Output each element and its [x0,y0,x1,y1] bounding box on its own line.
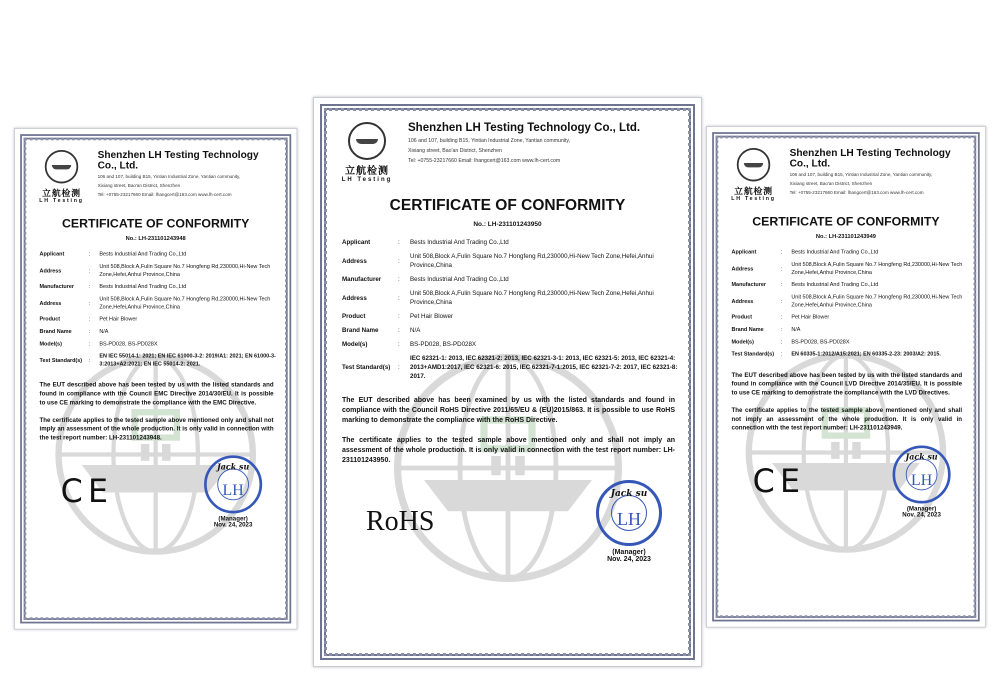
field-label: Address [731,298,754,305]
certificate-number: No.: LH-231101243950 [473,221,542,228]
field-colon: : [398,364,400,371]
field-colon: : [88,357,91,364]
field-colon: : [88,283,91,290]
certificate-title: CERTIFICATE OF CONFORMITY [752,214,940,229]
compliance-statement: The EUT described above has been examined by us with the listed standards and found in compliance with the Council RoHS Directive 2011/65/EU & (EU)2015/863. It is possible to use RoHS marking to demonstrate the compliance with the RoHS Directive. [342,397,675,424]
field-label: Address [731,265,754,272]
field-colon: : [88,300,91,307]
signature: Jack su [905,453,938,463]
certificate-title: CERTIFICATE OF CONFORMITY [389,197,626,214]
company-address-line2: Xixiang street, Bao'an District, Shenzhen [408,148,502,154]
signer-title: (Manager) [218,516,248,523]
issue-date: Nov. 24, 2023 [213,522,253,529]
signature-block [589,480,669,563]
field-row-models [732,338,966,346]
company-address-line1: 106 and 107, building B15, Yintian Industrial Zone, Yantian community, [97,174,241,180]
certificate-header [726,148,965,202]
certificate-footer [34,455,277,528]
field-colon: : [780,314,783,321]
field-value: EN IEC 55014-1: 2021; EN IEC 61000-3-2: 2019/A1: 2021; EN 61000-3-3:2013+A2:2021; EN IEC 55014-2: 2021. [99,353,276,368]
company-header [408,122,679,164]
field-row-manufacturer [732,281,966,289]
field-value: Bests Industrial And Trading Co.,Ltd [410,239,509,246]
field-colon: : [780,351,783,358]
field-value: Unit 508,Block A,Fulin Square No.7 Hongfeng Rd,230000,Hi-New Tech Zone,Hefei,Anhui Province,China [410,253,654,269]
field-colon: : [398,239,400,246]
field-value: Bests Industrial And Trading Co.,Ltd [99,251,187,258]
field-row-brand [342,326,679,335]
field-value: Unit 508,Block A,Fulin Square No.7 Hongfeng Rd,230000,Hi-New Tech Zone,Hefei,Anhui Province,China [99,263,271,278]
compliance-statement: The EUT described above has been tested by us with the listed standards and found in compliance with the Council EMC Directive 2014/30/EU. It is possible to use CE marking to demonstrate the compliance with the EMC Directive. [39,382,274,407]
field-row-address [342,289,679,307]
field-row-address [40,263,278,279]
company-name: Shenzhen LH Testing Technology Co., Ltd. [789,148,951,170]
company-name: Shenzhen LH Testing Technology Co., Ltd. [408,122,641,134]
field-label: Model(s) [342,341,368,348]
field-label: Product [731,314,753,321]
field-colon: : [398,327,400,334]
field-colon: : [398,294,400,302]
field-colon: : [780,338,783,346]
signature-block [198,455,268,528]
field-label: Product [342,313,366,320]
field-colon: : [88,316,91,323]
field-colon: : [780,326,783,333]
field-row-applicant [40,250,278,258]
logo-chinese-text: 立航检测 [42,188,81,199]
field-value: N/A [791,326,801,333]
signature: Jack su [610,489,648,499]
ship-logo-icon [348,122,386,160]
field-row-address [40,295,278,311]
logo-english-text: LH Testing [39,198,84,204]
certificate-header [34,150,277,204]
seal-lh-text: LH [222,480,244,499]
field-value: Bests Industrial And Trading Co.,Ltd [99,283,187,290]
field-colon: : [780,281,783,288]
field-value: Pet Hair Blower [99,316,138,323]
lh-testing-logo [336,122,398,183]
signer-title: (Manager) [612,549,646,556]
field-value: Unit 508,Block A,Fulin Square No.7 Hongfeng Rd,230000,Hi-New Tech Zone,Hefei,Anhui Province,China [791,261,963,276]
field-row-standards [342,354,679,381]
field-label: Brand Name [342,327,379,334]
field-colon: : [780,298,783,305]
field-row-product [40,315,278,323]
company-contact: Tel: +0755-23217660 Email: lhangcert@163.com www.lh-cert.com [789,190,924,196]
field-row-applicant [342,238,679,247]
field-label: Address [39,267,62,274]
field-row-product [342,312,679,321]
certificate-rohs [313,97,702,667]
field-label: Brand Name [731,326,764,333]
field-row-address [732,293,966,309]
field-label: Brand Name [39,328,72,335]
issue-date: Nov. 24, 2023 [902,512,941,519]
field-colon: : [88,267,91,274]
field-row-standards [40,352,278,368]
field-row-models [342,340,679,349]
field-label: Test Standard(s) [731,351,775,358]
field-row-brand [732,326,966,334]
seal-lh-text: LH [617,509,641,529]
field-value: Bests Industrial And Trading Co.,Ltd [410,276,509,283]
field-label: Model(s) [39,340,62,348]
field-colon: : [398,257,400,265]
ce-mark: CE [60,473,114,510]
field-label: Address [342,294,367,302]
validity-statement: The certificate applies to the tested sample above mentioned only and shall not imply an assessment of the whole production. It is only valid in connection with the test report number: LH-231101243949. [731,407,963,432]
company-contact: Tel: +0755-23217660 Email: lhangcert@163.com www.lh-cert.com [408,158,561,164]
field-label: Test Standard(s) [342,364,391,371]
company-header [98,150,278,198]
field-value: N/A [410,327,421,334]
logo-chinese-text: 立航检测 [734,186,773,197]
signature-block [886,445,956,518]
field-colon: : [88,328,91,335]
field-label: Manufacturer [342,276,382,283]
field-colon: : [88,251,91,258]
field-colon: : [780,265,783,272]
field-colon: : [398,313,400,320]
logo-chinese-text: 立航检测 [345,166,389,177]
certificate-title: CERTIFICATE OF CONFORMITY [62,216,250,231]
validity-statement: The certificate applies to the tested sample above mentioned only and shall not imply an assessment of the whole production. It is only valid in connection with the test report number: LH-231101243948. [39,417,274,442]
field-label: Applicant [731,249,757,256]
seal-lh-text: LH [911,470,933,489]
field-value: Bests Industrial And Trading Co.,Ltd [791,249,879,256]
certificate-footer [336,480,679,563]
field-value: BS-PD028, BS-PD028X [410,341,477,348]
field-colon: : [398,341,400,348]
field-label: Address [342,257,367,265]
company-seal-stamp [893,445,951,503]
field-row-standards [732,350,966,358]
field-row-address [732,261,966,277]
certificate-fields [34,250,277,372]
compliance-statement: The EUT described above has been tested by us with the listed standards and found in compliance with the Council LVD Directive 2014/35/EU. It is possible to use CE marking to demonstrate the compliance with the LVD Directives. [731,372,963,397]
field-value: BS-PD028, BS-PD028X [791,338,850,346]
company-address-line1: 106 and 107, building B15, Yintian Industrial Zone, Yantian community, [789,172,933,178]
field-label: Applicant [39,251,65,258]
field-label: Address [39,300,62,307]
field-label: Product [39,316,61,323]
company-address-line1: 106 and 107, building B15, Yintian Industrial Zone, Yantian community, [408,138,571,144]
field-label: Test Standard(s) [39,357,83,364]
field-colon: : [88,340,91,348]
ce-mark: CE [752,463,806,500]
logo-english-text: LH Testing [341,177,393,183]
company-name: Shenzhen LH Testing Technology Co., Ltd. [97,150,259,172]
certificate-lvd [706,126,986,628]
field-row-brand [40,328,278,336]
signer-title: (Manager) [906,506,937,513]
field-value: Pet Hair Blower [791,314,830,321]
field-value: N/A [99,328,109,335]
field-row-manufacturer [342,275,679,284]
certificate-number: No.: LH-231101243949 [815,233,876,240]
ship-logo-icon [737,148,770,181]
company-address-line2: Xixiang street, Bao'an District, Shenzhen [789,181,873,187]
field-label: Manufacturer [731,281,767,288]
company-address-line2: Xixiang street, Bao'an District, Shenzhen [97,183,181,189]
certificate-fields [336,238,679,386]
certificate-emc [14,128,297,630]
field-row-models [40,340,278,348]
ship-logo-icon [45,150,78,183]
field-value: IEC 62321-1: 2013, IEC 62321-2: 2013, IEC 62321-3-1: 2013, IEC 62321-5: 2013, IEC 62321-4: 2013+AMD1:2017, IEC 62321-6: 2015, IEC 62321-7-1:2015, IEC 62321-7-2: 2017, IEC 62321-8: 2017. [410,355,678,380]
field-row-address [342,252,679,270]
field-label: Manufacturer [39,283,75,290]
certificate-number: No.: LH-231101243948 [125,235,186,242]
field-value: BS-PD028, BS-PD028X [99,340,158,348]
field-value: Unit 508,Block A,Fulin Square No.7 Hongfeng Rd,230000,Hi-New Tech Zone,Hefei,Anhui Province,China [791,294,963,309]
issue-date: Nov. 24, 2023 [607,556,651,563]
certificate-footer [726,445,965,518]
lh-testing-logo [34,150,89,204]
field-row-manufacturer [40,283,278,291]
field-colon: : [398,276,400,283]
lh-testing-logo [726,148,781,202]
company-seal-stamp [596,480,662,546]
field-label: Applicant [342,239,371,246]
field-colon: : [780,249,783,256]
signature: Jack su [217,463,250,473]
field-value: Bests Industrial And Trading Co.,Ltd [791,281,879,288]
rohs-mark: RoHS [366,505,435,537]
certificate-fields [726,248,965,362]
field-value: Unit 508,Block A,Fulin Square No.7 Hongfeng Rd,230000,Hi-New Tech Zone,Hefei,Anhui Province,China [99,296,271,311]
validity-statement: The certificate applies to the tested sample above mentioned only and shall not imply an assessment of the whole production. It is only valid in connection with the test report number: LH-231101243950. [342,437,675,464]
field-value: EN 60335-1:2012/A15:2021; EN 60335-2-23: 2003/A2: 2015. [791,351,941,358]
field-row-applicant [732,248,966,256]
company-seal-stamp [204,455,262,513]
company-contact: Tel: +0755-23217660 Email: lhangcert@163.com www.lh-cert.com [97,192,232,198]
field-value: Unit 508,Block A,Fulin Square No.7 Hongfeng Rd,230000,Hi-New Tech Zone,Hefei,Anhui Province,China [410,290,654,306]
certificate-header [336,122,679,183]
company-header [790,148,966,196]
field-value: Pet Hair Blower [410,313,453,320]
logo-english-text: LH Testing [731,196,776,202]
field-row-product [732,313,966,321]
field-label: Model(s) [731,338,754,346]
